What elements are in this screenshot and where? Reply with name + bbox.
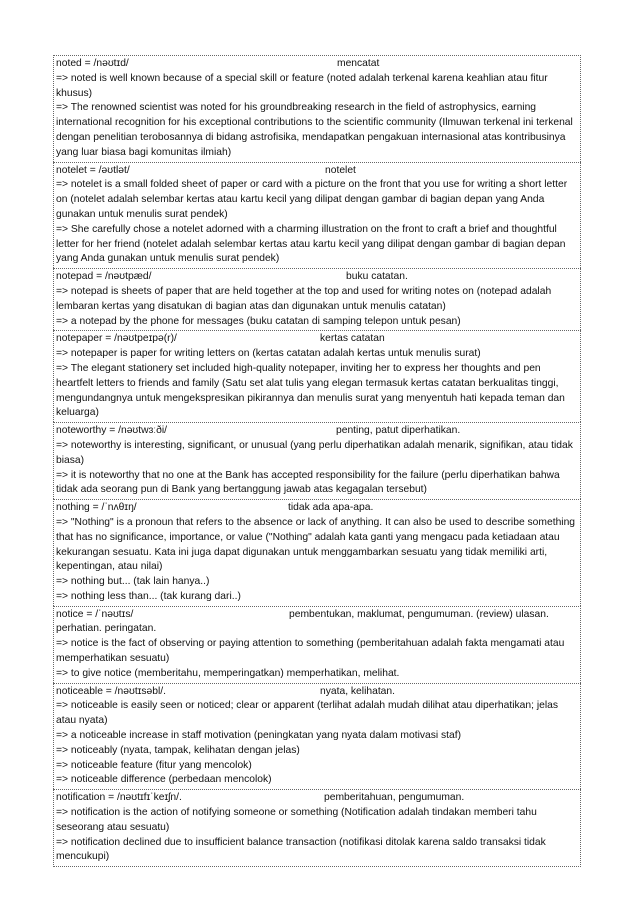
term: noteworthy = /nəʊtwɜːði/ (56, 425, 168, 437)
entry-notepad (53, 268, 581, 330)
entry-noted (53, 55, 581, 162)
definition-line: => nothing but... (tak lain hanya..) (56, 576, 210, 588)
entry-notice (53, 606, 581, 683)
term: notepaper = /nəʊtpeɪpə(r)/ (56, 333, 177, 345)
definition-line: perhatian. peringatan. (56, 623, 157, 635)
entry-notification (53, 789, 581, 867)
definition-line: => to give notice (memberitahu, memperingatkan) memperhatikan, melihat. (56, 667, 400, 679)
definition-line: => "Nothing" is a pronoun that refers to the absence or lack of anything. It can also be used to describe something that has no significance, importance, or value ("Nothing" adalah kata ganti yang mengacu pada ketiadaan atau kekurangan sesuatu. Kata ini juga dapat digunakan untuk menggambarkan sesuatu yang tidak memiliki arti, kepentingan, atau nilai) (56, 516, 576, 573)
meaning: notelet (325, 164, 356, 176)
term: noticeable = /nəʊtɪsəbl/. (56, 685, 166, 697)
definition-line: => noticeable is easily seen or noticed; clear or apparent (terlihat adalah mudah dilihat atau diperhatikan; jelas atau nyata) (56, 700, 558, 727)
meaning: buku catatan. (346, 271, 408, 283)
dictionary-page (53, 55, 581, 867)
meaning: penting, patut diperhatikan. (336, 425, 461, 437)
definition-line: => notification declined due to insufficient balance transaction (notifikasi ditolak karena saldo transaksi tidak mencukupi) (56, 836, 546, 863)
meaning: pemberitahuan, pengumuman. (324, 792, 465, 804)
term: notice = /ˈnəʊtɪs/ (56, 608, 134, 620)
definition-line: => noticeably (nyata, tampak, kelihatan dengan jelas) (56, 744, 300, 756)
meaning: kertas catatan (320, 333, 385, 345)
definition-line: => The renowned scientist was noted for his groundbreaking research in the field of astrophysics, earning international recognition for his exceptional contributions to the scientific community (Ilmuwan terkenal ini terkenal dengan penelitian terobosannya di bidang astrofisika, mendapatkan pengakuan internasional atas kontribusinya yang luar biasa bagi komunitas ilmiah) (56, 102, 573, 158)
meaning: mencatat (337, 58, 380, 69)
definition-line: => a noticeable increase in staff motivation (peningkatan yang nyata dalam motivasi staf) (56, 730, 462, 742)
definition-line: => notelet is a small folded sheet of paper or card with a picture on the front that you use for writing a short letter on (notelet adalah selembar kertas atau kartu kecil yang dilipat dengan gambar di bagian depan yang Anda gunakan untuk menulis surat pendek) (56, 179, 568, 220)
definition-line: => notice is the fact of observing or paying attention to something (pemberitahuan adalah fakta mengamati atau memperhatikan sesuatu) (56, 638, 565, 665)
term: notepad = /nəʊtpæd/ (56, 271, 152, 283)
entry-nothing (53, 499, 581, 606)
definition-line: => noted is well known because of a special skill or feature (noted adalah terkenal karena keahlian atau fitur khusus) (56, 72, 548, 99)
entry-noticeable (53, 683, 581, 790)
term: nothing = /ˈnʌθɪŋ/ (56, 502, 137, 514)
term: notification = /nəʊtɪfɪˈkeɪʃn/. (56, 792, 182, 804)
definition-line: => nothing less than... (tak kurang dari..) (56, 590, 241, 602)
definition-line: => notepad is sheets of paper that are held together at the top and used for writing notes on (notepad adalah lembaran kertas yang disatukan di bagian atas dan digunakan untuk menulis catatan) (56, 285, 552, 312)
meaning: tidak ada apa-apa. (288, 502, 374, 514)
definition-line: => it is noteworthy that no one at the Bank has accepted responsibility for the failure (perlu diperhatikan bahwa tidak ada seorang pun di Bank yang bertanggung jawab atas kegagalan tersebut) (56, 469, 560, 496)
entry-notelet (53, 162, 581, 269)
entry-noteworthy (53, 422, 581, 499)
definition-line: => a notepad by the phone for messages (buku catatan di samping telepon untuk pesan) (56, 315, 461, 327)
term: noted = /nəʊtɪd/ (56, 58, 129, 69)
meaning: pembentukan, maklumat, pengumuman. (review) ulasan. (289, 608, 549, 620)
definition-line: => noteworthy is interesting, significant, or unusual (yang perlu diperhatikan adalah menarik, signifikan, atau tidak biasa) (56, 439, 573, 466)
term: notelet = /əʊtlət/ (56, 164, 130, 176)
entry-notepaper (53, 330, 581, 422)
meaning: nyata, kelihatan. (320, 685, 395, 697)
definition-line: => notification is the action of notifying someone or something (Notification adalah tindakan memberi tahu seseorang atau sesuatu) (56, 807, 537, 833)
definition-line: => The elegant stationery set included high-quality notepaper, inviting her to express her thoughts and pen heartfelt letters to friends and family (Satu set alat tulis yang elegan termasuk kertas catatan berkualitas tinggi, mengundangnya untuk mengekspresikan pikirannya dan menulis surat yang menyentuh hati kepada teman dan keluarga) (56, 362, 565, 419)
definition-line: => noticeable feature (fitur yang mencolok) (56, 759, 252, 771)
definition-line: => noticeable difference (perbedaan mencolok) (56, 774, 272, 786)
definition-line: => She carefully chose a notelet adorned with a charming illustration on the front to craft a brief and thoughtful letter for her friend (notelet adalah selembar kertas atau kartu kecil yang dilipat dengan gambar di bagian depan yang Anda gunakan untuk menulis surat pendek) (56, 223, 566, 265)
definition-line: => notepaper is paper for writing letters on (kertas catatan adalah kertas untuk menulis surat) (56, 348, 481, 360)
